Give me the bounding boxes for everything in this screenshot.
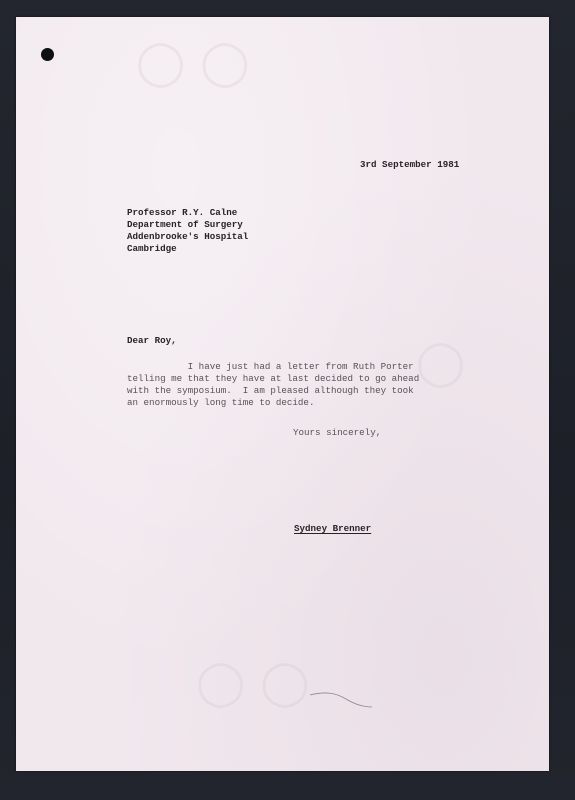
paper-watermark: ◯ ◯ — [136, 38, 252, 87]
paper-watermark: ◯ — [416, 338, 468, 387]
closing: Yours sincerely, — [293, 427, 382, 438]
recipient-line: Professor R.Y. Calne — [127, 207, 238, 218]
letter-date: 3rd September 1981 — [360, 159, 460, 170]
recipient-line: Addenbrooke's Hospital — [127, 231, 249, 242]
letter-page — [16, 17, 549, 771]
paper-watermark: ◯ ◯ — [196, 658, 312, 707]
body-line: telling me that they have at last decided to go ahead — [127, 373, 420, 384]
recipient-line: Department of Surgery — [127, 219, 243, 230]
pen-mark — [306, 687, 376, 717]
body-line: I have just had a letter from Ruth Porter — [127, 361, 414, 372]
punch-hole — [41, 48, 54, 61]
signature-name: Sydney Brenner — [294, 523, 372, 534]
body-line: an enormously long time to decide. — [127, 397, 315, 408]
recipient-line: Cambridge — [127, 243, 177, 254]
recipient-address — [127, 207, 248, 255]
body-line: with the symposium. I am pleased although they took — [127, 385, 414, 396]
letter-body — [127, 361, 419, 409]
salutation: Dear Roy, — [127, 335, 177, 346]
